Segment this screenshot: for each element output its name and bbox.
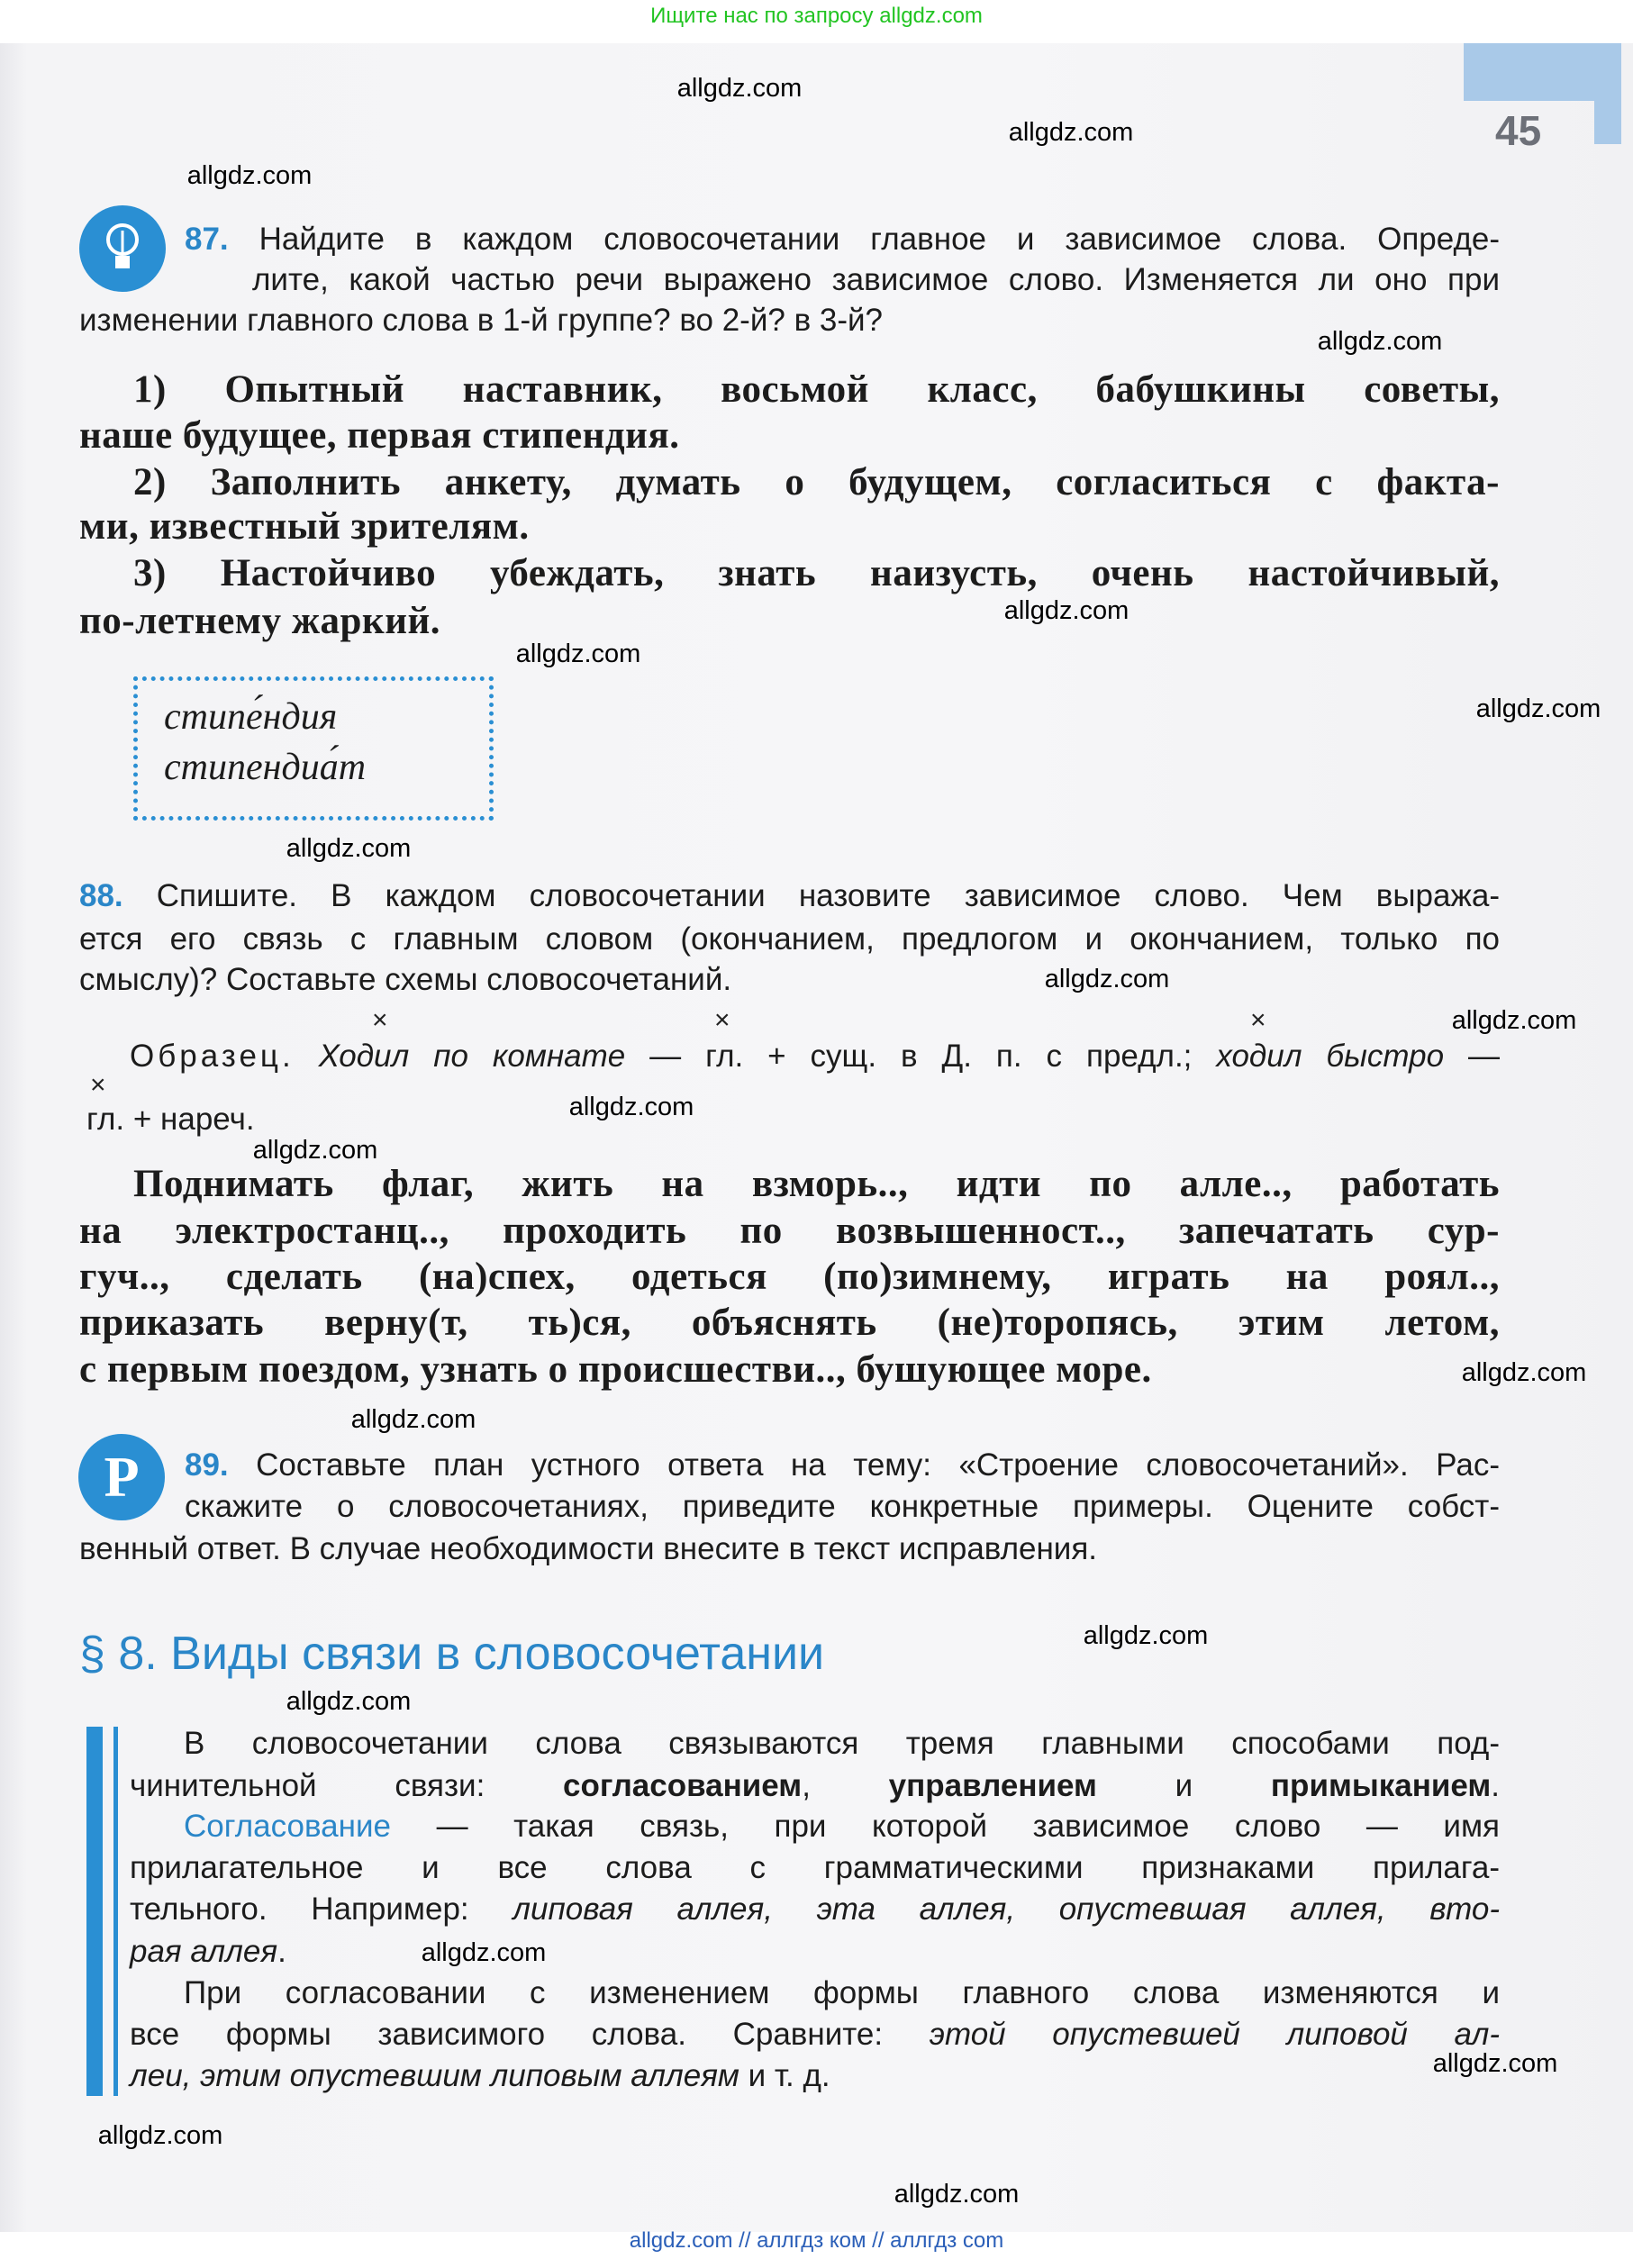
watermark: allgdz.com [1317,327,1443,356]
repeat-icon: P [78,1434,165,1520]
watermark: allgdz.com [568,1093,694,1121]
watermark: allgdz.com [1451,1006,1577,1035]
ex87-task-line [185,222,1500,258]
stress-note-word: стипе́ндия [164,696,338,738]
watermark: allgdz.com [1461,1358,1587,1387]
rule-text: чинительной связи: [130,1768,564,1803]
rule-term: согласованием [563,1768,803,1803]
sample-scheme: — гл. + сущ. в Д. п. с предл.; [625,1039,1217,1074]
ex87-item: 2) Заполнить анкету, думать о будущем, согласиться с факта- [133,461,1500,503]
rule-text: — такая связь, при которой зависимое слово — имя [391,1809,1500,1844]
sample-label: Образец. [130,1039,295,1074]
ex87-task-line: лите, какой частью речи выражено зависимое слово. Изменяется ли оно при [252,262,1500,297]
search-banner: Ищите нас по запросу allgdz.com [650,4,983,28]
sample-scheme: гл. + нареч. [86,1102,255,1137]
rule-bar-thin [113,1727,118,2096]
rule-line [130,1892,1500,1928]
watermark: allgdz.com [894,2180,1020,2209]
stress-note-word: стипендиа́т [164,747,367,788]
sample-phrase: Ходил по комнате [318,1039,626,1074]
main-word-mark: × [714,1005,730,1035]
watermark: allgdz.com [286,834,412,863]
rule-example: липовая аллея, эта аллея, опустевшая аллея, вто- [513,1892,1500,1927]
rule-term-highlight: Согласование [184,1809,391,1844]
rule-term: управлением [888,1768,1097,1803]
watermark: allgdz.com [350,1405,476,1434]
ex88-task-line: смыслу)? Составьте схемы словосочетаний. [79,962,732,997]
rule-example: рая аллея [130,1934,278,1969]
watermark: allgdz.com [1044,965,1170,993]
rule-text: все формы зависимого слова. Сравните: [130,2017,930,2052]
ex89-number: 89. [185,1447,229,1483]
page-number: 45 [1495,107,1542,154]
watermark: allgdz.com [1475,694,1601,723]
rule-example: этой опустевшей липовой ал- [929,2017,1501,2052]
ex87-item: 3) Настойчиво убеждать, знать наизусть, очень настойчивый, [133,552,1500,594]
watermark: allgdz.com [1432,2049,1558,2078]
rule-term: примыканием [1270,1768,1492,1803]
rule-line [130,2058,830,2094]
rule-line: При согласовании с изменением формы главного слова изменяются и [184,1975,1500,2010]
rule-line [130,1934,286,1970]
ex88-item: приказать верну(т, ть)ся, объяснять (не)торопясь, этим летом, [79,1302,1500,1344]
sample-line [130,1039,1500,1075]
rule-example: леи, этим опустевшим липовым аллеям [130,2058,739,2093]
rule-line: прилагательное и все слова с грамматическими признаками прилага- [130,1850,1500,1885]
sample-phrase: ходил быстро [1216,1039,1445,1074]
ex89-text: Составьте план устного ответа на тему: «Строение словосочетаний». Рас- [256,1447,1500,1483]
rule-text: . [1491,1768,1501,1803]
footer-links[interactable]: allgdz.com // аллгдз ком // аллгдз com [629,2228,1004,2253]
ex87-number: 87. [185,222,229,257]
page-corner-tab-edge [1594,43,1621,144]
watermark: allgdz.com [97,2121,223,2150]
rule-text: тельного. Например: [130,1892,513,1927]
ex87-item: 1) Опытный наставник, восьмой класс, бабушкины советы, [133,368,1500,411]
ex89-task-line: скажите о словосочетаниях, приведите конкретные примеры. Оцените собст- [185,1489,1500,1524]
ex88-item: с первым поездом, узнать о происшестви.., бушующее море. [79,1348,1152,1391]
watermark: allgdz.com [421,1938,547,1967]
ex88-text: Спишите. В каждом словосочетании назовите зависимое слово. Чем выража- [156,878,1500,913]
watermark: allgdz.com [1003,596,1129,625]
main-word-mark: × [90,1070,106,1100]
rule-line [130,2017,1500,2053]
watermark: allgdz.com [186,161,313,190]
watermark: allgdz.com [676,74,803,103]
ex87-item: по-летнему жаркий. [79,600,440,642]
ex89-task-line: венный ответ. В случае необходимости внесите в текст исправления. [79,1531,1098,1566]
section-title: § 8. Виды связи в словосочетании [79,1628,825,1680]
main-word-mark: × [372,1005,388,1035]
ex88-item: Поднимать флаг, жить на взморь.., идти по алле.., работать [133,1163,1500,1205]
ex87-text: Найдите в каждом словосочетании главное и зависимое слова. Опреде- [259,222,1500,257]
ex88-item: на электростанц.., проходить по возвышенност.., запечатать сур- [79,1210,1500,1252]
rule-text: , [802,1768,889,1803]
watermark: allgdz.com [515,640,641,668]
ex87-item: наше будущее, первая стипендия. [79,414,680,457]
watermark: allgdz.com [1083,1621,1209,1650]
rule-text: . [277,1934,286,1969]
ex88-task-line: ется его связь с главным словом (окончанием, предлогом и окончанием, только по [79,921,1500,957]
rule-bar [86,1727,103,2096]
rule-line [130,1768,1500,1804]
ex88-item: гуч.., сделать (на)спех, одеться (по)зимнему, играть на роял.., [79,1256,1500,1298]
watermark: allgdz.com [1008,118,1134,147]
rule-line [184,1809,1500,1845]
sample-dash: — [1444,1039,1500,1074]
rule-text: и [1096,1768,1271,1803]
lightbulb-icon [79,205,166,292]
watermark: allgdz.com [252,1136,378,1165]
ex87-task-line: изменении главного слова в 1-й группе? во 2-й? в 3-й? [79,303,884,338]
rule-text: и т. д. [739,2058,830,2093]
rule-line: В словосочетании слова связываются тремя главными способами под- [184,1726,1500,1761]
ex87-item: ми, известный зрителям. [79,505,530,548]
watermark: allgdz.com [286,1687,412,1716]
ex88-number: 88. [79,878,123,913]
main-word-mark: × [1250,1005,1266,1035]
